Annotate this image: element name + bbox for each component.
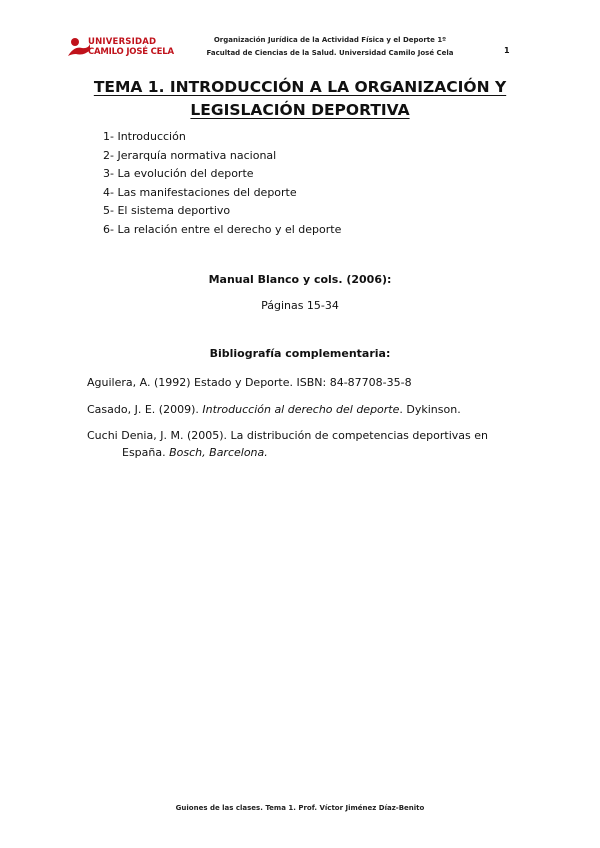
ref-book-title: Introducción al derecho del deporte [202,403,400,416]
logo-line-1: UNIVERSIDAD [88,37,157,47]
university-logo [62,34,172,60]
bibliography-ref [87,374,412,391]
toc-item: 6- La relación entre el derecho y el deporte [103,222,342,236]
bibliography-ref [87,427,488,461]
toc-item: 4- Las manifestaciones del deporte [103,185,297,199]
page-footer: Guiones de las clases. Tema 1. Prof. Víctor Jiménez Díaz-Benito [175,804,425,812]
ref-text: Cuchi Denia, J. M. (2005). La distribución de competencias deportivas en [87,429,488,442]
faculty-name: Facultad de Ciencias de la Salud. Universidad Camilo José Cela [206,49,454,57]
course-title: Organización Jurídica de la Actividad Física y el Deporte 1º [213,36,447,44]
manual-pages: Páginas 15-34 [261,299,339,312]
toc-item: 2- Jerarquía normativa nacional [103,148,277,162]
toc-item: 1- Introducción [103,130,186,143]
toc-item: 5- El sistema deportivo [103,204,231,218]
table-of-contents [103,128,341,240]
title-line-2: LEGISLACIÓN DEPORTIVA [190,101,410,119]
logo-line-2: CAMILO JOSÉ CELA [88,47,174,57]
document-title [60,76,540,122]
ref-text: España. [122,446,170,459]
bibliography-ref [87,401,461,418]
page-number: 1 [504,46,510,55]
toc-item: 3- La evolución del deporte [103,167,254,181]
page-header [180,34,480,60]
university-logo-icon [68,36,90,58]
manual-heading: Manual Blanco y cols. (2006): [208,273,392,286]
ref-publisher: . Dykinson. [399,403,461,416]
ref-publisher: Bosch, Barcelona. [169,446,268,459]
ref-text: Aguilera, A. (1992) Estado y Deporte. ISBN: 84-87708-35-8 [87,376,412,389]
title-line-1: TEMA 1. INTRODUCCIÓN A LA ORGANIZACIÓN Y [93,78,507,96]
bibliography-heading: Bibliografía complementaria: [209,347,391,360]
ref-text: Casado, J. E. (2009). [87,403,203,416]
